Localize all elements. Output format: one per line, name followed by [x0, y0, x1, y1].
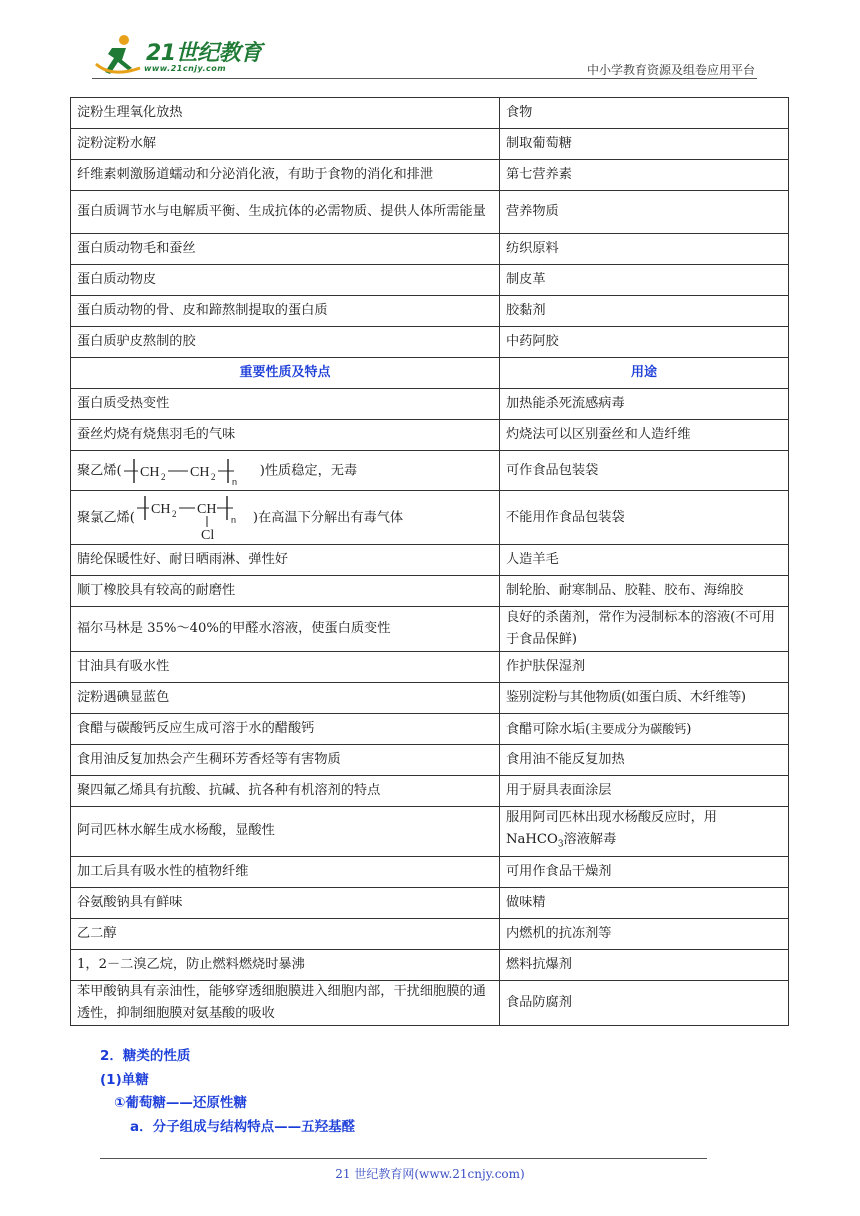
- text: )在高温下分解出有毒气体: [252, 510, 404, 525]
- formula-n: n: [231, 476, 237, 487]
- table-cell: 蛋白质动物的骨、皮和蹄熬制提取的蛋白质: [71, 296, 500, 327]
- table-cell: 淀粉生理氧化放热: [71, 98, 500, 129]
- table-row: [71, 807, 789, 857]
- subsection-monosaccharide: (1)单糖: [100, 1072, 149, 1088]
- table-row: [71, 652, 789, 683]
- table-cell: 蛋白质驴皮熬制的胶: [71, 327, 500, 358]
- table-cell: 用于厨具表面涂层: [500, 776, 789, 807]
- table-cell: 食用油不能反复加热: [500, 745, 789, 776]
- table-row: [71, 545, 789, 576]
- table-cell: [500, 714, 789, 745]
- text: 食醋可除水垢(: [506, 721, 591, 737]
- table-cell: 可用作食品干燥剂: [500, 856, 789, 887]
- logo: [92, 34, 262, 80]
- text: NaHCO: [506, 832, 558, 847]
- text: 聚氯乙烯(: [77, 510, 135, 525]
- table-cell: 制取葡萄糖: [500, 129, 789, 160]
- table-row: [71, 451, 789, 491]
- table-cell: 蛋白质受热变性: [71, 389, 500, 420]
- table-row: [71, 191, 789, 234]
- text: 聚乙烯(: [77, 463, 122, 478]
- table-cell: 苯甲酸钠具有亲油性，能够穿透细胞膜进入细胞内部，干扰细胞膜的通透性，抑制细胞膜对氨基酸的吸收: [71, 980, 500, 1025]
- table-row: [71, 234, 789, 265]
- table-cell: [500, 807, 789, 857]
- page-footer: 21 世纪教育网(www.21cnjy.com): [335, 1167, 525, 1181]
- table-cell: 腈纶保暖性好、耐日晒雨淋、弹性好: [71, 545, 500, 576]
- logo-text: 21世纪教育: [146, 41, 262, 66]
- table-row: [71, 887, 789, 918]
- table-cell: 加热能杀死流感病毒: [500, 389, 789, 420]
- formula-cl-text: Cl: [200, 527, 215, 543]
- text: )性质稳定，无毒: [259, 463, 358, 478]
- table-row: [71, 856, 789, 887]
- table-cell: 内燃机的抗冻剂等: [500, 918, 789, 949]
- pvc-formula: [135, 493, 253, 543]
- table-cell: 可作食品包装袋: [500, 451, 789, 491]
- table-cell: 胶黏剂: [500, 296, 789, 327]
- logo-url: www.21cnjy.com: [144, 64, 227, 73]
- table-cell: 蛋白质动物皮: [71, 265, 500, 296]
- table-cell: 制轮胎、耐寒制品、胶鞋、胶布、海绵胶: [500, 576, 789, 607]
- table-header-row: [71, 358, 789, 389]
- text: 服用阿司匹林出现水杨酸反应时，用: [506, 810, 717, 825]
- table-cell: 营养物质: [500, 191, 789, 234]
- platform-title: 中小学教育资源及组卷应用平台: [586, 63, 755, 77]
- table-row: [71, 129, 789, 160]
- table-cell: 不能用作食品包装袋: [500, 491, 789, 545]
- table-cell: 灼烧法可以区别蚕丝和人造纤维: [500, 420, 789, 451]
- table-cell: 食物: [500, 98, 789, 129]
- footer-divider: [100, 1158, 707, 1159]
- subsection-glucose: ①葡萄糖——还原性糖: [114, 1095, 247, 1111]
- table-cell: 食醋与碳酸钙反应生成可溶于水的醋酸钙: [71, 714, 500, 745]
- formula-ch-text: CH: [150, 501, 171, 517]
- table-cell: 第七营养素: [500, 160, 789, 191]
- table-cell: 鉴别淀粉与其他物质(如蛋白质、木纤维等): [500, 683, 789, 714]
- table-cell: 顺丁橡胶具有较高的耐磨性: [71, 576, 500, 607]
- table-cell: 做味精: [500, 887, 789, 918]
- table-cell: 食用油反复加热会产生稠环芳香烃等有害物质: [71, 745, 500, 776]
- table-row: [71, 160, 789, 191]
- table-row: [71, 98, 789, 129]
- table-row: [71, 683, 789, 714]
- table-cell: 食品防腐剂: [500, 980, 789, 1025]
- formula-ch-text: CH: [139, 464, 160, 480]
- table-cell: 阿司匹林水解生成水杨酸，显酸性: [71, 807, 500, 857]
- table-row: [71, 714, 789, 745]
- text: ): [686, 721, 692, 737]
- column-header: 用途: [500, 358, 789, 389]
- table-row: [71, 327, 789, 358]
- table-row: [71, 491, 789, 545]
- table-row: [71, 980, 789, 1025]
- table-cell: 淀粉淀粉水解: [71, 129, 500, 160]
- table-cell: 蚕丝灼烧有烧焦羽毛的气味: [71, 420, 500, 451]
- section-heading-sugars: 2．糖类的性质: [100, 1048, 191, 1064]
- table-cell: 制皮革: [500, 265, 789, 296]
- polyethylene-formula: [122, 455, 260, 487]
- formula-ch-text: CH: [189, 464, 210, 480]
- table-cell: 1，2－二溴乙烷，防止燃料燃烧时暴沸: [71, 949, 500, 980]
- table-row: [71, 949, 789, 980]
- formula-ch-text: CH: [196, 501, 217, 517]
- text-note: 主要成分为碳酸钙: [590, 721, 687, 736]
- table-cell: 人造羊毛: [500, 545, 789, 576]
- table-cell: 良好的杀菌剂，常作为浸制标本的溶液(不可用于食品保鲜): [500, 607, 789, 652]
- table-row: [71, 389, 789, 420]
- table-cell: 谷氨酸钠具有鲜味: [71, 887, 500, 918]
- table-row: [71, 776, 789, 807]
- formula-subscript: 2: [210, 471, 216, 482]
- page-header: [0, 0, 860, 90]
- table-cell: 蛋白质动物毛和蚕丝: [71, 234, 500, 265]
- table-cell: 福尔马林是 35%～40%的甲醛水溶液，使蛋白质变性: [71, 607, 500, 652]
- table-row: [71, 576, 789, 607]
- table-cell: 纺织原料: [500, 234, 789, 265]
- properties-table: [70, 97, 789, 1026]
- table-cell: 中药阿胶: [500, 327, 789, 358]
- subsection-structure: a．分子组成与结构特点——五羟基醛: [130, 1119, 356, 1135]
- table-cell: [71, 491, 500, 545]
- table-row: [71, 420, 789, 451]
- formula-subscript: 2: [160, 471, 166, 482]
- table-cell: [71, 451, 500, 491]
- table-row: [71, 918, 789, 949]
- table-cell: 燃料抗爆剂: [500, 949, 789, 980]
- table-row: [71, 296, 789, 327]
- table-cell: 蛋白质调节水与电解质平衡、生成抗体的必需物质、提供人体所需能量: [71, 191, 500, 234]
- formula-n: n: [230, 514, 236, 525]
- table-cell: 纤维素刺激肠道蠕动和分泌消化液，有助于食物的消化和排泄: [71, 160, 500, 191]
- table-row: [71, 607, 789, 652]
- table-cell: 甘油具有吸水性: [71, 652, 500, 683]
- table-cell: 加工后具有吸水性的植物纤维: [71, 856, 500, 887]
- formula-subscript: 2: [171, 508, 177, 519]
- table-cell: 乙二醇: [71, 918, 500, 949]
- table-row: [71, 265, 789, 296]
- header-divider: [92, 78, 757, 79]
- table-cell: 淀粉遇碘显蓝色: [71, 683, 500, 714]
- table-cell: 作护肤保湿剂: [500, 652, 789, 683]
- table-row: [71, 745, 789, 776]
- text: 溶液解毒: [563, 832, 617, 847]
- runner-logo-icon: [92, 34, 142, 78]
- subscript: 3: [557, 839, 564, 850]
- table-cell: 聚四氟乙烯具有抗酸、抗碱、抗各种有机溶剂的特点: [71, 776, 500, 807]
- column-header: 重要性质及特点: [71, 358, 500, 389]
